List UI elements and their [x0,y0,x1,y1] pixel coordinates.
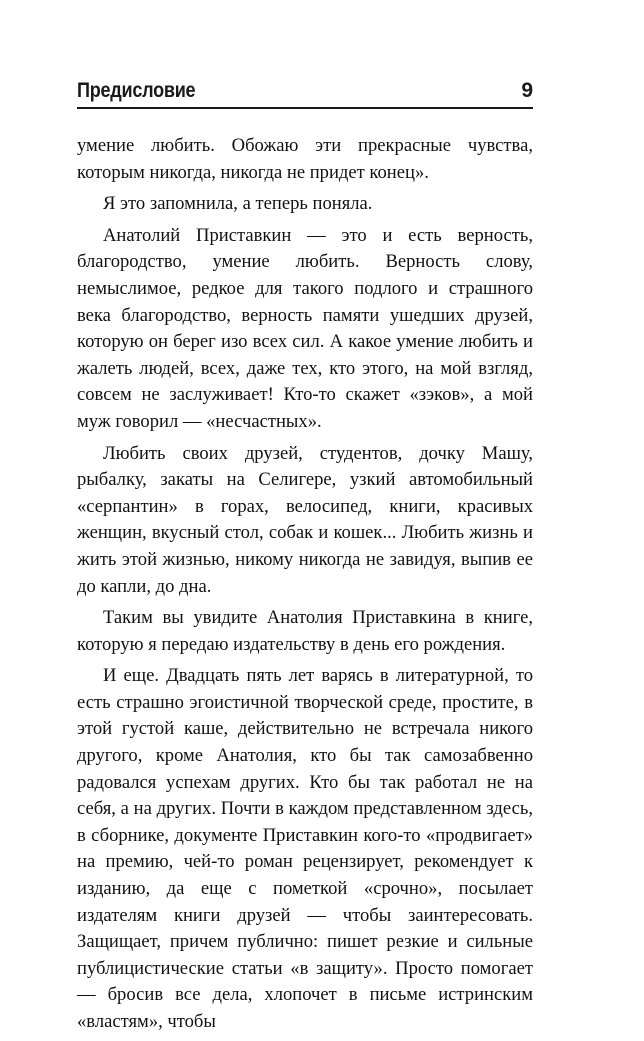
body-text [77,133,533,1041]
paragraph: Таким вы увидите Анатолия Приставкина в книге, которую я передаю издательству в день его рождения. [77,607,533,655]
paragraph: Любить своих друзей, студентов, дочку Машу, рыбалку, закаты на Селигере, узкий автомобильный «серпантин» в горах, велосипед, книги, красивых женщин, вкусный стол, собак и кошек... Любить жизнь и жить этой жизнью, никому никогда не завидуя, выпив ее до капли, до дна. [77,442,533,597]
paragraph: Анатолий Приставкин — это и есть верность, благородство, умение любить. Верность слову, немыслимое, редкое для такого подлого и страшного века благородство, верность памяти ушедших друзей, которую он берег изо всех сил. А какое умение любить и жалеть людей, всех, даже тех, кто этого, на мой взгляд, совсем не заслуживает! Кто-то скажет «зэков», а мой муж говорил — «несчастных». [77,224,533,432]
paragraph: умение любить. Обожаю эти прекрасные чувства, которым никогда, никогда не придет конец». [77,135,533,183]
page-number: 9 [521,79,533,102]
section-title: Предисловие [77,79,196,102]
running-header [77,79,533,109]
paragraph: И еще. Двадцать пять лет варясь в литературной, то есть страшно эгоистичной творческой среде, простите, в этой густой каше, действительно не встречала никого другого, кроме Анатолия, кто бы так самозабвенно радовался успехам других. Кто бы так работал не на себя, а на других. Почти в каждом представленном здесь, в сборнике, документе Приставкин кого-то «продвигает» на премию, чей-то роман рецензирует, рекомендует к изданию, да еще с пометкой «срочно», посылает издателям книги друзей — чтобы заинтересовать. Защищает, причем публично: пишет резкие и сильные публицистические статьи «в защиту». Просто помогает — бросив все дела, хлопочет в письме истринским «властям», чтобы [77,665,533,1032]
paragraph: Я это запомнила, а теперь поняла. [103,193,373,215]
